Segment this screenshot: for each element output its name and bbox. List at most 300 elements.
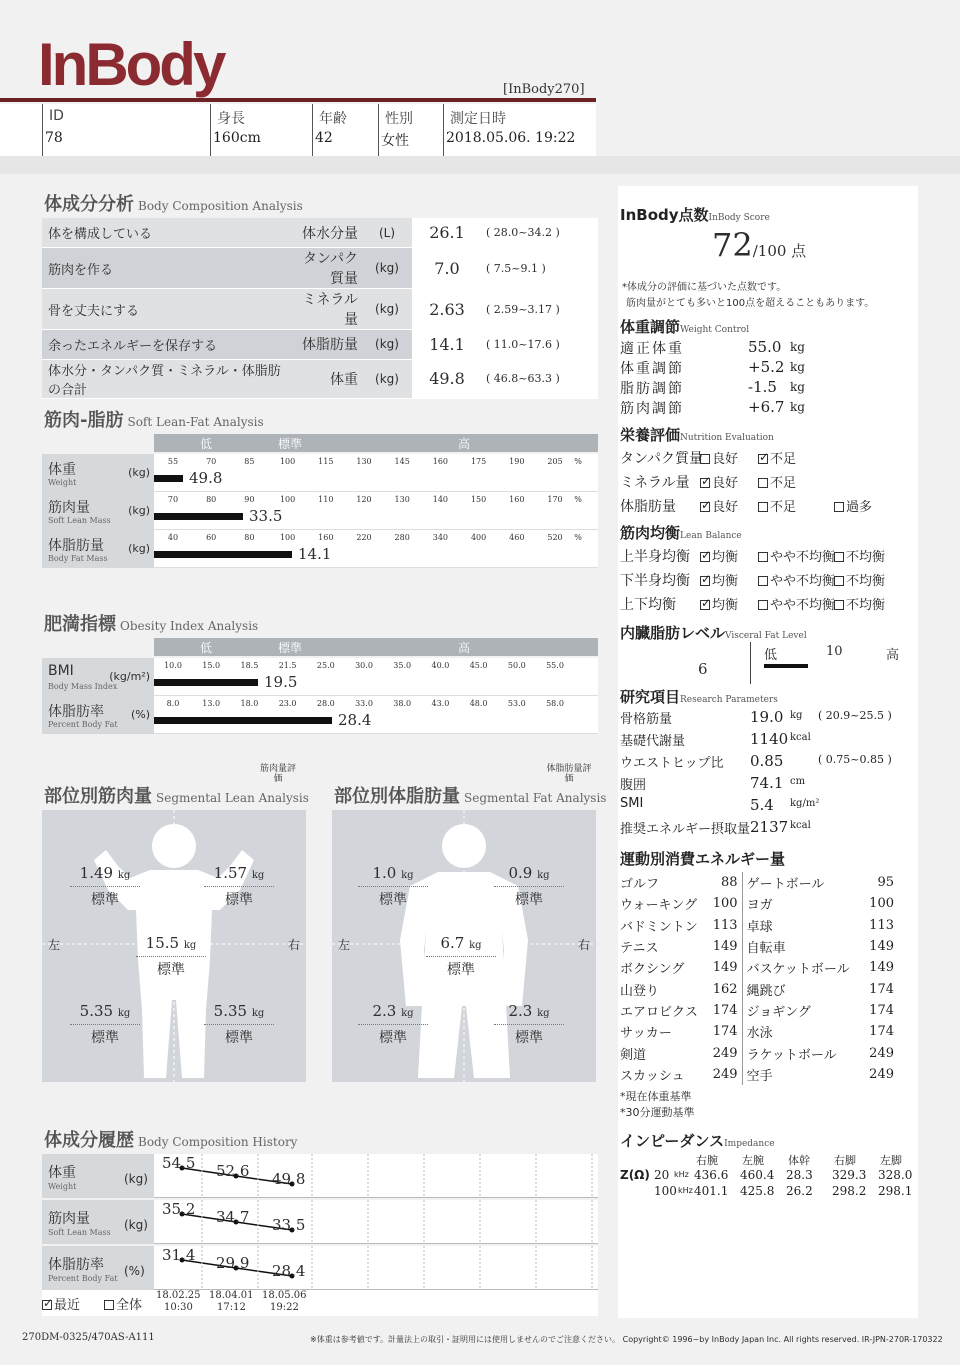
history-time: 19:22 (270, 1302, 299, 1313)
impedance-value: 436.6 (694, 1168, 729, 1182)
footer-note: ※体重は参考値です。計量法上の取引・証明用には使用しませんのでご注意ください。 Copyright© 1996~by InBody Japan Inc. All rights reserved. IR-JPN-270R-170322 (310, 1335, 943, 1344)
bar-tick: 18.0 (240, 699, 259, 708)
weight-control-label: 適正体重 (620, 341, 684, 357)
check-option-label: 不足 (770, 500, 797, 515)
right-label: 右 (577, 938, 590, 952)
bar-tick: 60 (206, 533, 217, 542)
bar-label-en: Body Fat Mass (48, 554, 108, 563)
exercise-kcal: 174 (869, 981, 894, 997)
bca-range: ( 11.0~17.6 ) (482, 330, 598, 360)
range-low: 低 (200, 437, 213, 451)
exercise-name: バスケットボール (746, 962, 850, 978)
history-label (42, 1154, 154, 1198)
bar-tick: 130 (394, 495, 410, 504)
checkbox[interactable] (758, 502, 768, 512)
history-unit: (%) (124, 1264, 145, 1278)
visceral-title: 内臓脂肪レベルVisceral Fat Level (620, 624, 807, 642)
visceral-bar (764, 664, 808, 668)
exercise-name: 卓球 (746, 919, 773, 935)
bar-track (154, 454, 598, 492)
weight-control-label: 脂肪調節 (620, 381, 684, 397)
bar-tick: 40 (167, 533, 179, 542)
check-row-label: ミネラル量 (620, 475, 690, 491)
seg-lean-right-leg: 5.35 kg (79, 1002, 131, 1020)
history-label-jp: 筋肉量 (48, 1211, 90, 1227)
checkbox[interactable] (834, 576, 844, 586)
research-range: ( 20.9~25.5 ) (818, 709, 892, 722)
model-label: [InBody270] (503, 82, 585, 97)
weight-control-unit: kg (790, 400, 805, 414)
bca-range: ( 28.0~34.2 ) (482, 218, 598, 248)
check-option[interactable] (758, 570, 835, 589)
impedance-freq-unit: kHz (678, 1186, 693, 1195)
research-label: ウエストヒップ比 (620, 756, 724, 771)
bca-row (42, 248, 598, 289)
bca-row (42, 359, 598, 398)
check-option[interactable] (700, 472, 738, 491)
weight-control-unit: kg (790, 380, 805, 394)
footer-code: 270DM-0325/470AS-A111 (22, 1332, 155, 1343)
bar-label-jp: 体脂肪率 (48, 704, 104, 720)
check-option[interactable] (758, 594, 835, 613)
checkbox[interactable] (758, 478, 768, 488)
range-high: 高 (458, 641, 471, 655)
bar-row (42, 696, 598, 734)
bar-tick: 10.0 (164, 661, 182, 670)
bar-row (42, 530, 598, 568)
bar-tick: 460 (509, 533, 525, 542)
bar-tick: 21.5 (278, 661, 297, 670)
bar-tick: 58.0 (546, 699, 564, 708)
exercise-kcal: 100 (869, 896, 894, 912)
checkbox[interactable] (700, 552, 710, 562)
bca-desc: 余ったエネルギーを保存する (42, 330, 292, 360)
bca-desc: 筋肉を作る (42, 248, 292, 289)
research-label: 骨格筋量 (620, 712, 673, 727)
bar-label-en: Weight (48, 478, 77, 487)
history-value: 34.7 (216, 1208, 250, 1226)
check-option-label: やや不均衡 (770, 598, 836, 613)
exercise-name: エアロビクス (620, 1004, 698, 1020)
visceral-value: 6 (698, 660, 708, 678)
checkbox[interactable] (758, 552, 768, 562)
impedance-title: インピーダンスImpedance (620, 1132, 775, 1150)
bar-label (42, 454, 154, 492)
bar-tick: 170 (547, 495, 563, 504)
check-row-label: 上下均衡 (620, 597, 676, 613)
bca-title: 体成分分析 Body Composition Analysis (44, 194, 303, 215)
history-value: 35.2 (162, 1200, 196, 1218)
history-label (42, 1246, 154, 1290)
history-value: 31.4 (162, 1246, 196, 1264)
check-option-label: 良好 (712, 476, 739, 491)
impedance-value: 425.8 (740, 1184, 775, 1198)
bca-value: 49.8 (412, 359, 482, 398)
bar-label (42, 492, 154, 530)
exercise-note-1: *現在体重基準 (620, 1090, 692, 1103)
impedance-value: 329.3 (832, 1168, 867, 1182)
bca-value: 7.0 (412, 248, 482, 289)
check-option[interactable] (700, 594, 738, 613)
exercise-name: 空手 (746, 1068, 773, 1084)
bar-label-jp: 体重 (48, 462, 76, 478)
bar-tick: 160 (432, 457, 449, 466)
impedance-z: Z(Ω) (620, 1168, 650, 1182)
checkbox[interactable] (758, 600, 768, 610)
seg-lean-eval-label: 筋肉量評価 (259, 764, 296, 784)
seg-fat-title: 部位別体脂肪量 Segmental Fat Analysis (334, 786, 607, 807)
exercise-name: サッカー (620, 1026, 672, 1042)
seg-fat-eval-label: 体脂肪量評価 (546, 764, 592, 784)
bca-table (42, 218, 598, 399)
check-row-label: 体脂肪量 (620, 499, 676, 515)
history-recent-option[interactable]: ✓最近 (42, 1294, 80, 1313)
bar-tick: 100 (279, 457, 296, 466)
research-title: 研究項目Research Parameters (620, 688, 778, 706)
bar-tick: 400 (470, 533, 487, 542)
impedance-col: 左脚 (880, 1154, 902, 1167)
exercise-row (620, 978, 902, 999)
exercise-name: ラケットボール (746, 1047, 837, 1063)
history-label-jp: 体重 (48, 1165, 76, 1181)
bar-tick: 90 (244, 495, 255, 504)
bca-unit: (kg) (362, 289, 412, 330)
check-option[interactable] (834, 546, 885, 565)
weight-control-value: +5.2 (748, 358, 785, 376)
bar-row (42, 454, 598, 492)
check-option[interactable] (758, 448, 796, 467)
exercise-row (620, 1000, 902, 1021)
seg-fat-panel (332, 810, 596, 1082)
checkbox[interactable] (834, 552, 844, 562)
exercise-row (620, 915, 902, 936)
bar-row (42, 492, 598, 530)
score-title: InBody点数InBody Score (620, 206, 770, 224)
check-option-label: やや不均衡 (770, 574, 836, 589)
seg-fat-right-arm: 1.0 kg (372, 864, 414, 882)
checkbox[interactable] (700, 478, 710, 488)
range-std: 標準 (278, 641, 303, 655)
bca-unit: (kg) (362, 359, 412, 398)
bar-value: 28.4 (338, 711, 372, 729)
exercise-kcal: 249 (869, 1045, 894, 1061)
impedance-col: 体幹 (788, 1154, 810, 1167)
exercise-name: ジョギング (746, 1004, 811, 1020)
bar-tick: 30.0 (355, 661, 373, 670)
history-all-option[interactable]: 全体 (104, 1294, 142, 1313)
check-option-label: 均衡 (712, 574, 739, 589)
slf-title: 筋肉-脂肪 Soft Lean-Fat Analysis (44, 410, 264, 431)
bar-tick: 48.0 (469, 699, 488, 708)
check-option-label: 不均衡 (846, 598, 886, 613)
right-label: 右 (287, 938, 300, 952)
history-footer (42, 1290, 598, 1316)
bar-tick: 50.0 (507, 661, 526, 670)
history-time: 10:30 (164, 1302, 193, 1313)
bar-tick: 220 (356, 533, 372, 542)
exercise-name: ボクシング (620, 962, 685, 978)
right-panel (618, 186, 918, 1318)
inbody-logo: InBody (38, 31, 224, 98)
bca-value: 26.1 (412, 218, 482, 248)
history-label-en: Weight (48, 1182, 77, 1191)
research-unit: kcal (790, 732, 811, 743)
seg-lean-panel (42, 810, 306, 1082)
exercise-kcal: 149 (709, 936, 742, 957)
research-value: 2137 (750, 818, 789, 836)
exercise-kcal: 249 (869, 1066, 894, 1082)
bca-row (42, 218, 598, 248)
exercise-name: テニス (620, 941, 659, 957)
check-row-label: 下半身均衡 (620, 573, 690, 589)
patient-info (0, 104, 596, 156)
seg-lean-right-leg-eval: 標準 (70, 1024, 140, 1047)
bar-unit: (kg/m²) (109, 670, 150, 683)
seg-lean-left-leg: 5.35 kg (213, 1002, 265, 1020)
exercise-row (620, 893, 902, 914)
exercise-name: ウォーキング (620, 898, 698, 914)
bca-name: 体水分量 (292, 218, 362, 248)
checkbox[interactable] (700, 576, 710, 586)
research-unit: kg/m² (790, 798, 820, 809)
sex-cell (378, 104, 442, 156)
history-date: 18.04.01 (209, 1290, 254, 1301)
history-label-en: Soft Lean Mass (48, 1228, 111, 1237)
check-option[interactable] (700, 546, 738, 565)
check-option-label: 均衡 (712, 598, 739, 613)
slf-range-header (154, 434, 598, 452)
seg-fat-trunk-eval: 標準 (426, 956, 496, 979)
checkbox[interactable] (758, 576, 768, 586)
weight-control-unit: kg (790, 360, 805, 374)
impedance-col: 右腕 (696, 1154, 718, 1167)
bar-tick: 18.5 (240, 661, 259, 670)
bar-tick: 130 (356, 457, 372, 466)
exercise-kcal: 95 (877, 875, 894, 891)
impedance-value: 328.0 (878, 1168, 913, 1182)
header-band (0, 156, 960, 174)
check-row-label: 上半身均衡 (620, 549, 690, 565)
research-value: 0.85 (750, 752, 784, 770)
exercise-row (620, 936, 902, 957)
check-option-label: 均衡 (712, 550, 739, 565)
research-label: 推奨エネルギー摂取量 (620, 822, 751, 837)
history-row (42, 1154, 598, 1198)
check-option-label: 不足 (770, 476, 797, 491)
exercise-kcal: 149 (709, 957, 742, 978)
exercise-title: 運動別消費エネルギー量 (620, 850, 786, 868)
checkbox[interactable] (834, 600, 844, 610)
impedance-freq: 20 (654, 1168, 670, 1182)
impedance-value: 460.4 (740, 1168, 775, 1182)
visceral-mid: 10 (826, 644, 843, 659)
exercise-kcal: 174 (709, 1000, 742, 1021)
checkbox[interactable] (700, 454, 710, 464)
bar-track (154, 696, 598, 734)
bar-pct: % (574, 533, 582, 542)
checkbox[interactable] (700, 502, 710, 512)
exercise-kcal: 149 (869, 939, 894, 955)
exercise-name: スカッシュ (620, 1068, 685, 1084)
check-option-label: 不足 (770, 452, 797, 467)
history-unit: (kg) (124, 1218, 148, 1232)
seg-fat-right-leg-eval: 標準 (358, 1024, 428, 1047)
check-option[interactable] (700, 448, 738, 467)
bca-row (42, 289, 598, 330)
research-label: SMI (620, 796, 644, 811)
check-option-label: 過多 (846, 500, 873, 515)
check-option[interactable] (758, 472, 796, 491)
header-rule (0, 98, 596, 102)
bar-label-jp: 筋肉量 (48, 500, 90, 516)
check-option[interactable] (758, 546, 835, 565)
bca-unit: (kg) (362, 248, 412, 289)
seg-fat-left-arm-eval: 標準 (494, 886, 564, 909)
seg-fat-left-leg-eval: 標準 (494, 1024, 564, 1047)
exercise-kcal: 149 (869, 960, 894, 976)
bar-tick: 280 (394, 533, 410, 542)
history-title: 体成分履歴 Body Composition History (44, 1130, 298, 1151)
oia-title: 肥満指標 Obesity Index Analysis (44, 614, 259, 635)
bca-range: ( 46.8~63.3 ) (482, 359, 598, 398)
history-value: 29.9 (216, 1254, 250, 1272)
bar-unit: (kg) (128, 466, 150, 479)
bar-tick: 120 (356, 495, 372, 504)
exercise-kcal: 100 (709, 893, 742, 914)
bca-row (42, 330, 598, 360)
bar-tick: 53.0 (507, 699, 526, 708)
impedance-value: 28.3 (786, 1168, 813, 1182)
bar-tick: 38.0 (393, 699, 412, 708)
exercise-name: 自転車 (746, 941, 786, 957)
exercise-name: バドミントン (620, 919, 698, 935)
bar-track (154, 658, 598, 696)
checkbox[interactable] (834, 502, 844, 512)
bar-label (42, 658, 154, 696)
bar-tick: 35.0 (393, 661, 412, 670)
checkbox[interactable] (700, 600, 710, 610)
bar-tick: 45.0 (469, 661, 488, 670)
bca-range: ( 7.5~9.1 ) (482, 248, 598, 289)
exercise-table (620, 872, 902, 1085)
check-option[interactable] (834, 570, 885, 589)
bar-unit: (kg) (128, 542, 150, 555)
research-label: 基礎代謝量 (620, 734, 686, 749)
date-label: 測定日時 (450, 111, 506, 127)
check-option[interactable] (834, 594, 885, 613)
bar-pct: % (574, 495, 582, 504)
seg-lean-right-arm-eval: 標準 (70, 886, 140, 909)
height-label: 身長 (217, 111, 245, 127)
history-label (42, 1200, 154, 1244)
bar-tick: 70 (206, 457, 217, 466)
age-cell (312, 104, 376, 156)
seg-lean-right-arm: 1.49 kg (79, 864, 131, 882)
visceral-low: 低 (764, 648, 778, 663)
bar-label-jp: BMI (48, 663, 74, 679)
check-option[interactable] (700, 570, 738, 589)
bca-name: 体脂肪量 (292, 330, 362, 360)
bar-track (154, 492, 598, 530)
oia-range-header (154, 638, 598, 656)
bar-tick: 70 (167, 495, 179, 504)
bar-tick: 40.0 (431, 661, 450, 670)
bar-tick: 110 (318, 495, 334, 504)
exercise-note-2: *30分運動基準 (620, 1106, 695, 1119)
check-option[interactable] (834, 496, 872, 515)
history-value: 52.6 (216, 1162, 250, 1180)
visceral-high: 高 (886, 648, 900, 663)
check-option[interactable] (700, 496, 738, 515)
sex-label: 性別 (385, 111, 413, 127)
history-date: 18.02.25 (156, 1290, 201, 1301)
bca-desc: 骨を丈夫にする (42, 289, 292, 330)
exercise-kcal: 174 (709, 1021, 742, 1042)
check-option-label: 良好 (712, 500, 739, 515)
impedance-col: 右脚 (834, 1154, 856, 1167)
sex-value: 女性 (381, 133, 409, 149)
exercise-kcal: 174 (869, 1002, 894, 1018)
bar-value: 19.5 (264, 673, 298, 691)
exercise-kcal: 113 (869, 917, 894, 933)
exercise-name: 縄跳び (746, 983, 786, 999)
bar-value: 33.5 (249, 507, 283, 525)
impedance-freq: 100 (654, 1184, 677, 1198)
exercise-name: 水泳 (746, 1026, 773, 1042)
bar-tick: 190 (509, 457, 525, 466)
bar-row (42, 658, 598, 696)
exercise-kcal: 249 (709, 1042, 742, 1063)
age-value: 42 (315, 130, 333, 146)
bar-unit: (kg) (128, 504, 150, 517)
check-option[interactable] (758, 496, 796, 515)
seg-lean-left-arm-eval: 標準 (204, 886, 274, 909)
impedance-value: 298.1 (878, 1184, 913, 1198)
weight-control-label: 体重調節 (620, 361, 684, 377)
height-value: 160cm (213, 130, 261, 146)
history-row (42, 1246, 598, 1290)
exercise-name: ヨガ (746, 898, 773, 914)
check-row-label: タンパク質量 (620, 451, 704, 467)
history-label-en: Percent Body Fat (48, 1274, 118, 1283)
research-value: 19.0 (750, 708, 784, 726)
seg-lean-trunk: 15.5 kg (145, 934, 197, 952)
score-note-2: 筋肉量がとても多いと100点を超えることもあります。 (626, 298, 875, 309)
bar-fill (154, 717, 332, 724)
weight-control-title: 体重調節Weight Control (620, 318, 750, 336)
seg-lean-trunk-eval: 標準 (136, 956, 206, 979)
bar-track (154, 530, 598, 568)
checkbox[interactable] (758, 454, 768, 464)
bar-label (42, 530, 154, 568)
bar-tick: 100 (279, 495, 296, 504)
bar-tick: 25.0 (316, 661, 335, 670)
bar-tick: 43.0 (431, 699, 450, 708)
seg-fat-right-arm-eval: 標準 (358, 886, 428, 909)
bar-tick: 8.0 (166, 699, 180, 708)
height-cell (210, 104, 310, 156)
bar-tick: 100 (279, 533, 296, 542)
balance-title: 筋肉均衡Lean Balance (620, 524, 742, 542)
check-option-label: 不均衡 (846, 550, 886, 565)
bar-tick: 13.0 (202, 699, 221, 708)
history-value: 54.5 (162, 1154, 196, 1172)
bar-tick: 33.0 (355, 699, 373, 708)
bar-label-en: Percent Body Fat (48, 720, 118, 729)
check-option-label: 良好 (712, 452, 739, 467)
impedance-value: 26.2 (786, 1184, 813, 1198)
exercise-row (620, 872, 902, 893)
